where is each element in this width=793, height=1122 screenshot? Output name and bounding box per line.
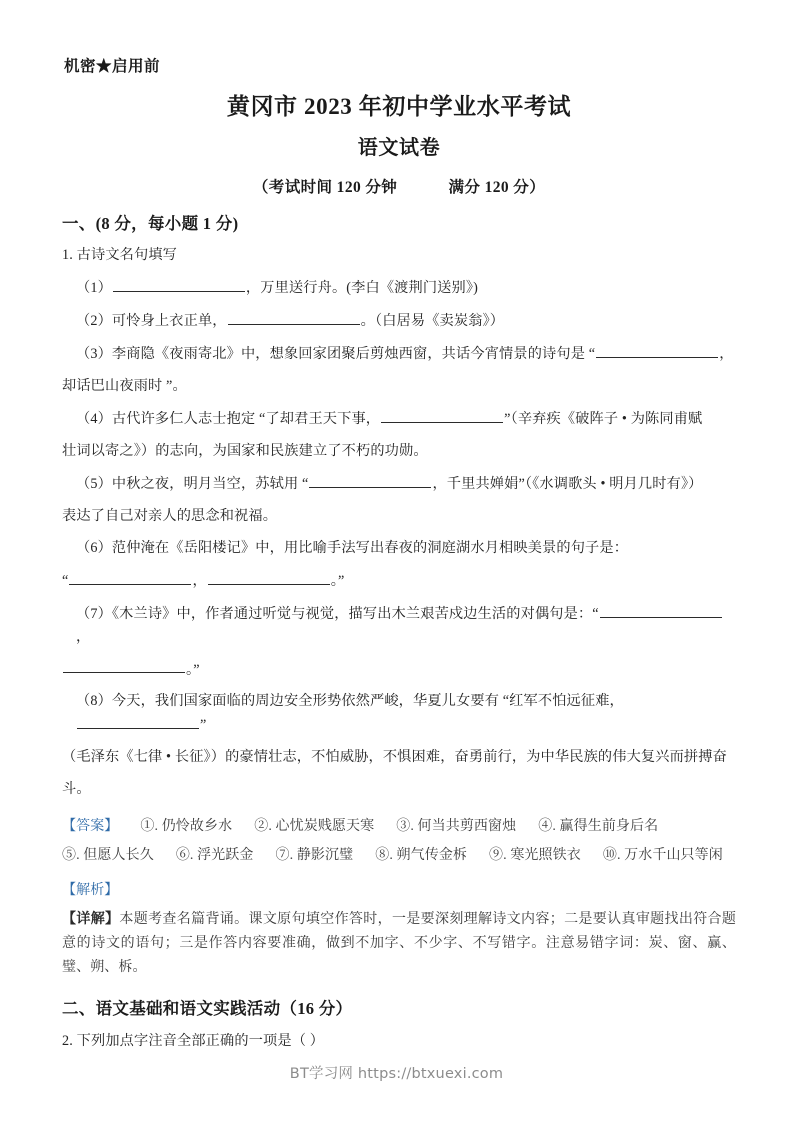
question-1-item-4 [62, 407, 736, 431]
page-title: 黄冈市 2023 年初中学业水平考试 [226, 94, 572, 120]
answer-blank[interactable] [208, 569, 330, 585]
question-1-item-8-line3: 斗。 [62, 781, 91, 798]
item-4-prefix: （4）古代许多仁人志士抱定 “了却君王天下事， [76, 410, 381, 427]
item-2-suffix: 。（白居易《卖炭翁》） [360, 313, 505, 330]
question-1-item-8 [62, 690, 736, 737]
analysis-block [62, 879, 736, 980]
item-5-prefix: （5）中秋之夜，明月当空，苏轼用 “ [76, 475, 309, 492]
answer-block [62, 815, 736, 867]
question-1-item-5-line2: 表达了自己对亲人的思念和祝福。 [62, 507, 278, 524]
item-7-prefix: （7）《木兰诗》中，作者通过听觉与视觉，描写出木兰艰苦戍边生活的对偶句是：“ [76, 605, 599, 622]
question-1-item-7-line2 [62, 658, 736, 682]
section-heading-two: 二、语文基础和语文实践活动（16 分） [62, 999, 353, 1019]
item-8-prefix: （8）今天，我们国家面临的周边安全形势依然严峻，华夏儿女要有 “红军不怕远征难， [76, 693, 624, 710]
item-7-suffix: ， [76, 628, 91, 645]
answer-blank[interactable] [381, 407, 503, 423]
confidential-notice: 机密★启用前 [64, 58, 161, 75]
answer-item: ⑥. 浮光跃金 [175, 847, 254, 863]
question-1-item-3 [62, 342, 736, 366]
analysis-detail-text: 本题考查名篇背诵。课文原句填空作答时，一是要深刻理解诗文内容；二是要认真审题找出符合题意的诗文的语句；三是作答内容要准确，做到不加字、不少字、不写错字。注意易错字词：炭、窗、赢、璧、朔、柝。 [62, 911, 736, 976]
question-1-item-7 [62, 602, 736, 649]
question-1-item-5 [62, 472, 736, 496]
answer-blank[interactable] [77, 713, 199, 729]
answer-blank[interactable] [309, 472, 431, 488]
answer-item: ④. 赢得生前身后名 [538, 819, 659, 835]
answer-item: ⑦. 静影沉璧 [275, 847, 354, 863]
answer-blank[interactable] [63, 658, 185, 674]
item-5-suffix: ，千里共婵娟”（《水调歌头 • 明月几时有》） [432, 475, 703, 492]
item-8-suffix: ” [200, 717, 207, 734]
item-2-prefix: （2）可怜身上衣正单， [76, 313, 227, 330]
answer-blank[interactable] [600, 602, 722, 618]
answer-blank[interactable] [113, 276, 245, 292]
analysis-label: 【解析】 [62, 883, 119, 899]
question-1-item-6-line2 [62, 569, 736, 593]
question-1-stem: 1. 古诗文名句填写 [62, 247, 178, 264]
question-1-item-6: （6）范仲淹在《岳阳楼记》中，用比喻手法写出春夜的洞庭湖水月相映美景的句子是： [76, 539, 629, 556]
question-2-stem: 2. 下列加点字注音全部正确的一项是（ ） [62, 1032, 325, 1049]
answer-item: ⑧. 朔气传金柝 [375, 847, 468, 863]
analysis-detail [62, 908, 736, 980]
answer-item: ⑩. 万水千山只等闲 [602, 847, 723, 863]
answer-label: 【答案】 [62, 819, 119, 835]
section-heading-one: 一、(8 分，每小题 1 分) [62, 213, 239, 233]
answer-item: ①. 仍怜故乡水 [140, 819, 233, 835]
answer-item: ⑤. 但愿人长久 [62, 847, 154, 863]
answer-blank[interactable] [69, 569, 191, 585]
answer-line [62, 815, 736, 839]
item-1-suffix: ，万里送行舟。(李白《渡荆门送别》) [245, 280, 478, 297]
question-1-item-4-line2: 壮词以寄之》）的志向，为国家和民族建立了不朽的功勋。 [62, 442, 428, 459]
item-7-line2-suffix: 。” [186, 661, 200, 678]
item-3-suffix: ， [719, 345, 734, 362]
item-4-suffix: ”（辛弃疾《破阵子 • 为陈同甫赋 [504, 410, 703, 427]
answer-item: ⑨. 寒光照铁衣 [489, 847, 581, 863]
page-subtitle: 语文试卷 [357, 136, 441, 159]
question-1-item-8-line2: （毛泽东《七律 • 长征》）的豪情壮志，不怕威胁，不惧困难，奋勇前行，为中华民族的伟大复兴而拼搏奋 [62, 749, 727, 766]
answer-blank[interactable] [228, 309, 360, 325]
item-6-open-quote: “ [62, 572, 69, 589]
item-1-prefix: （1） [76, 280, 112, 297]
question-1-item-3-line2: 却话巴山夜雨时 ”。 [62, 377, 187, 394]
item-3-prefix: （3）李商隐《夜雨寄北》中，想象回家团聚后剪烛西窗，共话今宵情景的诗句是 “ [76, 345, 596, 362]
item-6-close: 。” [330, 572, 345, 589]
analysis-label-line [62, 879, 736, 903]
question-1-item-2 [62, 309, 736, 333]
question-1-item-1 [62, 276, 736, 300]
exam-meta: （考试时间 120 分钟 满分 120 分） [252, 178, 546, 196]
answer-item: ③. 何当共剪西窗烛 [396, 819, 517, 835]
answer-item: ②. 心忧炭贱愿天寒 [254, 819, 375, 835]
document-content [62, 58, 736, 1062]
item-6-mid: ， [192, 572, 207, 589]
analysis-detail-tag: 【详解】 [62, 911, 120, 927]
answer-line [62, 844, 736, 868]
footer-watermark: BT学习网 https://btxuexi.com [289, 1066, 504, 1082]
answer-blank[interactable] [596, 342, 718, 358]
